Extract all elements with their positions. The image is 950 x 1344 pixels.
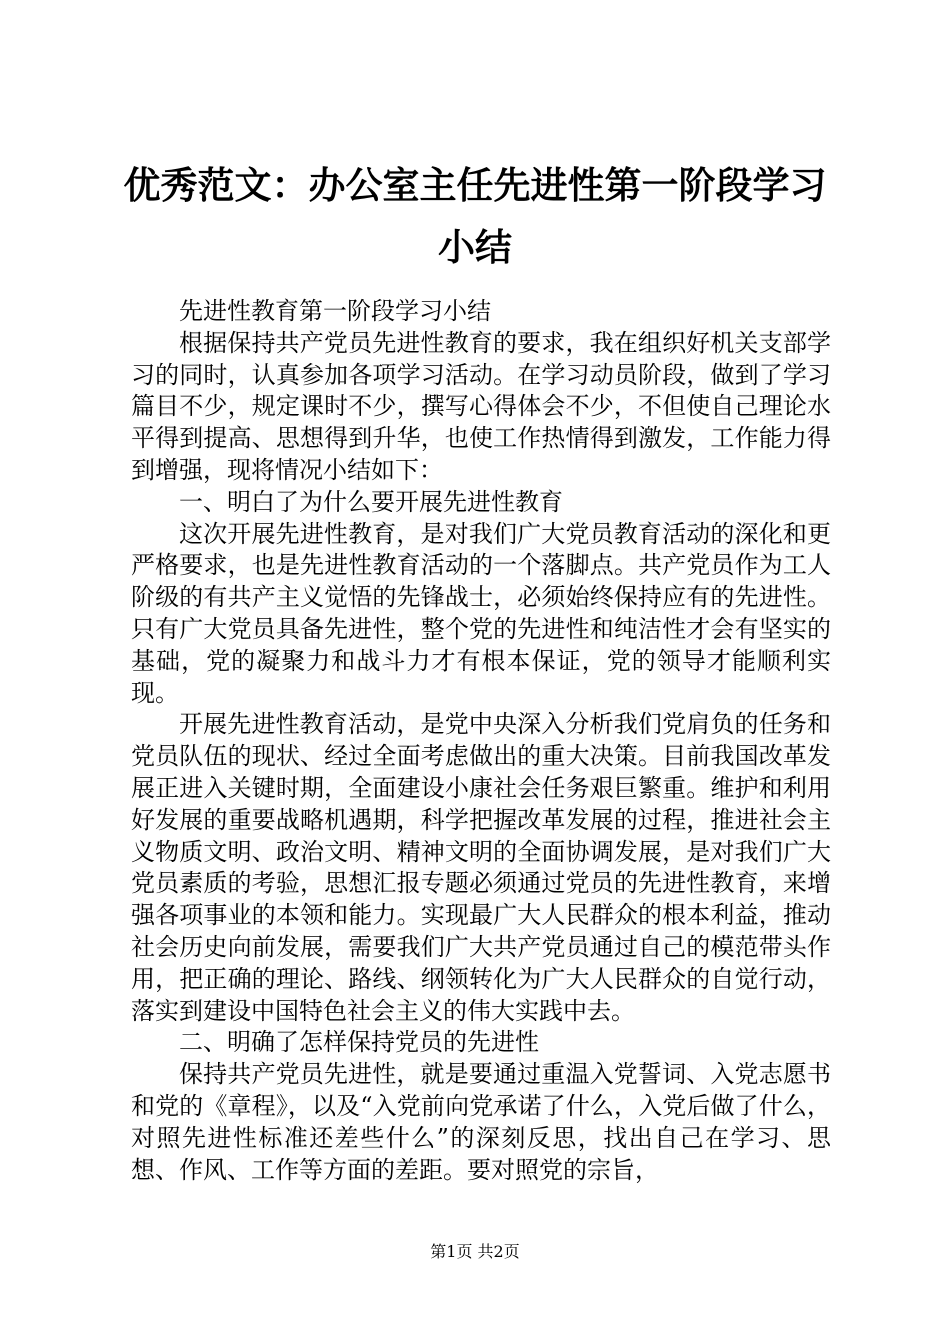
body-paragraph: 保持共产党员先进性，就是要通过重温入党誓词、入党志愿书和党的《章程》，以及“入党前向党承诺了什么，入党后做了什么，对照先进性标准还差些什么”的深刻反思，找出自己在学习、思想、作风、工作等方面的差距。要对照党的宗旨，	[131, 1060, 831, 1184]
section-heading-2: 二、明确了怎样保持党员的先进性	[179, 1028, 539, 1057]
page-footer: 第1页 共2页	[430, 1242, 520, 1261]
document-body	[131, 296, 831, 1186]
body-paragraph: 这次开展先进性教育，是对我们广大党员教育活动的深化和更严格要求，也是先进性教育活动的一个落脚点。共产党员作为工人阶级的有共产主义觉悟的先锋战士，必须始终保持应有的先进性。只有广大党员具备先进性，整个党的先进性和纯洁性才会有坚实的基础，党的凝聚力和战斗力才有根本保证，党的领导才能顺利实现。	[131, 519, 831, 707]
section-heading-1: 一、明白了为什么要开展先进性教育	[179, 487, 563, 516]
page-title: 优秀范文：办公室主任先进性第一阶段学习小结	[123, 164, 827, 269]
subtitle-paragraph: 先进性教育第一阶段学习小结	[179, 297, 491, 325]
intro-paragraph: 根据保持共产党员先进性教育的要求，我在组织好机关支部学习的同时，认真参加各项学习活动。在学习动员阶段，做到了学习篇目不少，规定课时不少，撰写心得体会不少，不但使自己理论水平得到提高、思想得到升华，也使工作热情得到激发，工作能力得到增强，现将情况小结如下：	[131, 328, 831, 484]
body-paragraph: 开展先进性教育活动，是党中央深入分析我们党肩负的任务和党员队伍的现状、经过全面考虑做出的重大决策。目前我国改革发展正进入关键时期，全面建设小康社会任务艰巨繁重。维护和利用好发展的重要战略机遇期，科学把握改革发展的过程，推进社会主义物质文明、政治文明、精神文明的全面协调发展，是对我们广大党员素质的考验，思想汇报专题必须通过党员的先进性教育，来增强各项事业的本领和能力。实现最广大人民群众的根本利益，推动社会历史向前发展，需要我们广大共产党员通过自己的模范带头作用，把正确的理论、路线、纲领转化为广大人民群众的自觉行动，落实到建设中国特色社会主义的伟大实践中去。	[131, 710, 831, 1025]
